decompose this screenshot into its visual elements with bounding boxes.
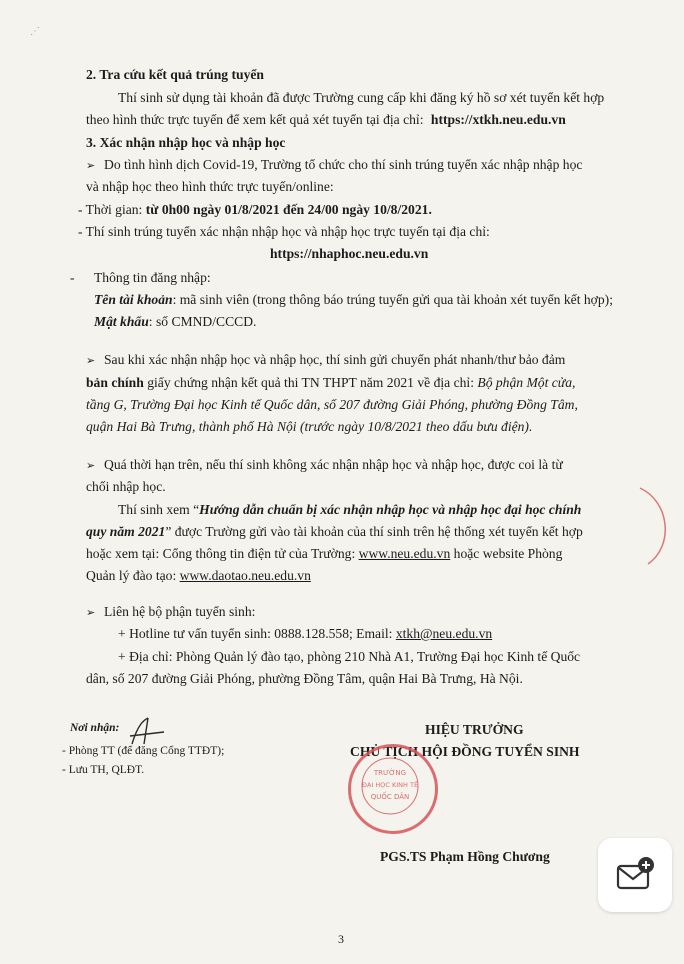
password-label: Mật khẩu [94,314,149,329]
login-label: Thông tin đăng nhập: [94,270,211,285]
guide-title-end: quy năm 2021 [86,524,166,539]
scan-dots: ⋰ [30,26,40,37]
mail-add-button[interactable] [598,838,672,912]
address-line-1: + Địa chỉ: Phòng Quản lý đào tạo, phòng 210 Nhà A1, Trường Đại học Kinh tế Quốc [118,649,581,664]
arrow-bullet-icon: ➢ [86,607,96,619]
hotline-line [118,625,492,643]
password-line [94,313,256,331]
original-copy-text: bản chính [86,375,144,390]
para-4-start: Thí sinh xem “ [118,502,200,517]
account-line [94,291,613,309]
dash: - [70,270,75,285]
time-line [78,201,432,219]
section-2-line-2-text: theo hình thức trực tuyến để xem kết quả xét tuyển tại địa chỉ: [86,112,424,127]
para-2-line-3: tầng G, Trường Đại học Kinh tế Quốc dân, số 207 đường Giải Phóng, phường Đồng Tâm, [86,397,578,412]
section-3-para-1-line-2: và nhập học theo hình thức trực tuyến/online: [86,179,334,194]
section-2-line-2 [86,111,566,129]
stamp-line-1: TRƯỜNG [373,769,407,777]
para-3-line-1 [86,456,563,475]
edge-stamp-fragment-icon [636,486,676,566]
para-2-text: Sau khi xác nhận nhập học và nhập học, thí sinh gửi chuyển phát nhanh/thư bảo đảm [104,352,566,367]
section-2-heading: 2. Tra cứu kết quả trúng tuyển [86,67,264,82]
arrow-bullet-icon: ➢ [86,460,96,472]
email-link[interactable]: xtkh@neu.edu.vn [395,626,493,641]
time-value: từ 0h00 ngày 01/8/2021 đến 24/00 ngày 10/8/2021. [145,202,432,217]
section-3-para-1-line-1 [86,156,582,175]
hotline-text: + Hotline tư vấn tuyển sinh: 0888.128.558; Email: [118,626,396,641]
stamp-line-2: ĐẠI HỌC KINH TẾ [361,781,419,789]
xtkh-link[interactable]: https://xtkh.neu.edu.vn [430,112,566,127]
para-4-portal-text: hoặc xem tại: Cổng thông tin điện tử của Trường: [86,546,359,561]
para-3-line-2: chối nhập học. [86,479,166,494]
para-4-line-3 [86,545,562,563]
official-stamp [348,744,438,834]
para-1-text: Do tình hình dịch Covid-19, Trường tổ chức cho thí sinh trúng tuyển xác nhập nhập học [104,157,583,172]
para-2-address-start: Bộ phận Một cửa, [477,375,576,390]
para-3-text: Quá thời hạn trên, nếu thí sinh không xác nhận nhập học và nhập học, được coi là từ [104,457,563,472]
para-2-rest: giấy chứng nhận kết quả thi TN THPT năm 2021 về địa chỉ: [143,375,478,390]
para-2-line-2 [86,374,575,392]
online-line: - Thí sinh trúng tuyển xác nhận nhập học và nhập học trực tuyến tại địa chỉ: [78,224,490,239]
daotao-website-link[interactable]: www.daotao.neu.edu.vn [179,568,311,583]
section-2-line-1: Thí sinh sử dụng tài khoản đã được Trường cung cấp khi đăng ký hồ sơ xét tuyển kết hợp [118,90,605,105]
principal-title: HIỆU TRƯỞNG [425,722,524,737]
para-4-office-text: Quản lý đào tạo: [86,568,180,583]
contact-line [86,603,255,622]
address-line-2: dân, số 207 đường Giải Phóng, phường Đồng Tâm, quận Hai Bà Trưng, Hà Nội. [86,671,523,686]
contact-label: Liên hệ bộ phận tuyển sinh: [104,604,256,619]
recipient-1: - Phòng TT (để đăng Cổng TTĐT); [62,745,225,757]
account-text: : mã sinh viên (trong thông báo trúng tuyển gửi qua tài khoản xét tuyển kết hợp); [172,292,613,307]
para-2-line-1 [86,351,565,370]
login-line [70,269,211,287]
signer-name: PGS.TS Phạm Hồng Chương [380,849,550,864]
arrow-bullet-icon: ➢ [86,355,96,367]
arrow-bullet-icon: ➢ [86,160,96,172]
nhaphoc-link[interactable]: https://nhaphoc.neu.edu.vn [270,246,429,261]
para-4-line-1 [118,501,581,519]
mail-add-icon [616,856,654,894]
council-title: CHỦ TỊCH HỘI ĐỒNG TUYỂN SINH [350,744,580,759]
time-prefix: - Thời gian: [78,202,143,217]
para-4-rest: ” được Trường gửi vào tài khoản của thí sinh trên hệ thống xét tuyển kết hợp [165,524,583,539]
para-2-line-4: quận Hai Bà Trưng, thành phố Hà Nội (trước ngày 10/8/2021 theo dấu bưu điện). [86,419,533,434]
account-label: Tên tài khoản [94,292,173,307]
guide-title: Hướng dẫn chuẩn bị xác nhận nhập học và nhập học đại học chính [199,502,582,517]
neu-website-link[interactable]: www.neu.edu.vn [358,546,451,561]
section-3-heading: 3. Xác nhận nhập học và nhập học [86,135,286,150]
recipient-2: - Lưu TH, QLĐT. [62,764,145,776]
stamp-line-3: QUỐC DÂN [370,793,410,801]
para-4-or-text: hoặc website Phòng [450,546,563,561]
para-4-line-4 [86,567,311,585]
password-text: : số CMND/CCCD. [148,314,257,329]
recipients-label: Nơi nhận: [70,722,120,734]
page-number: 3 [338,932,344,946]
para-4-line-2 [86,523,583,541]
